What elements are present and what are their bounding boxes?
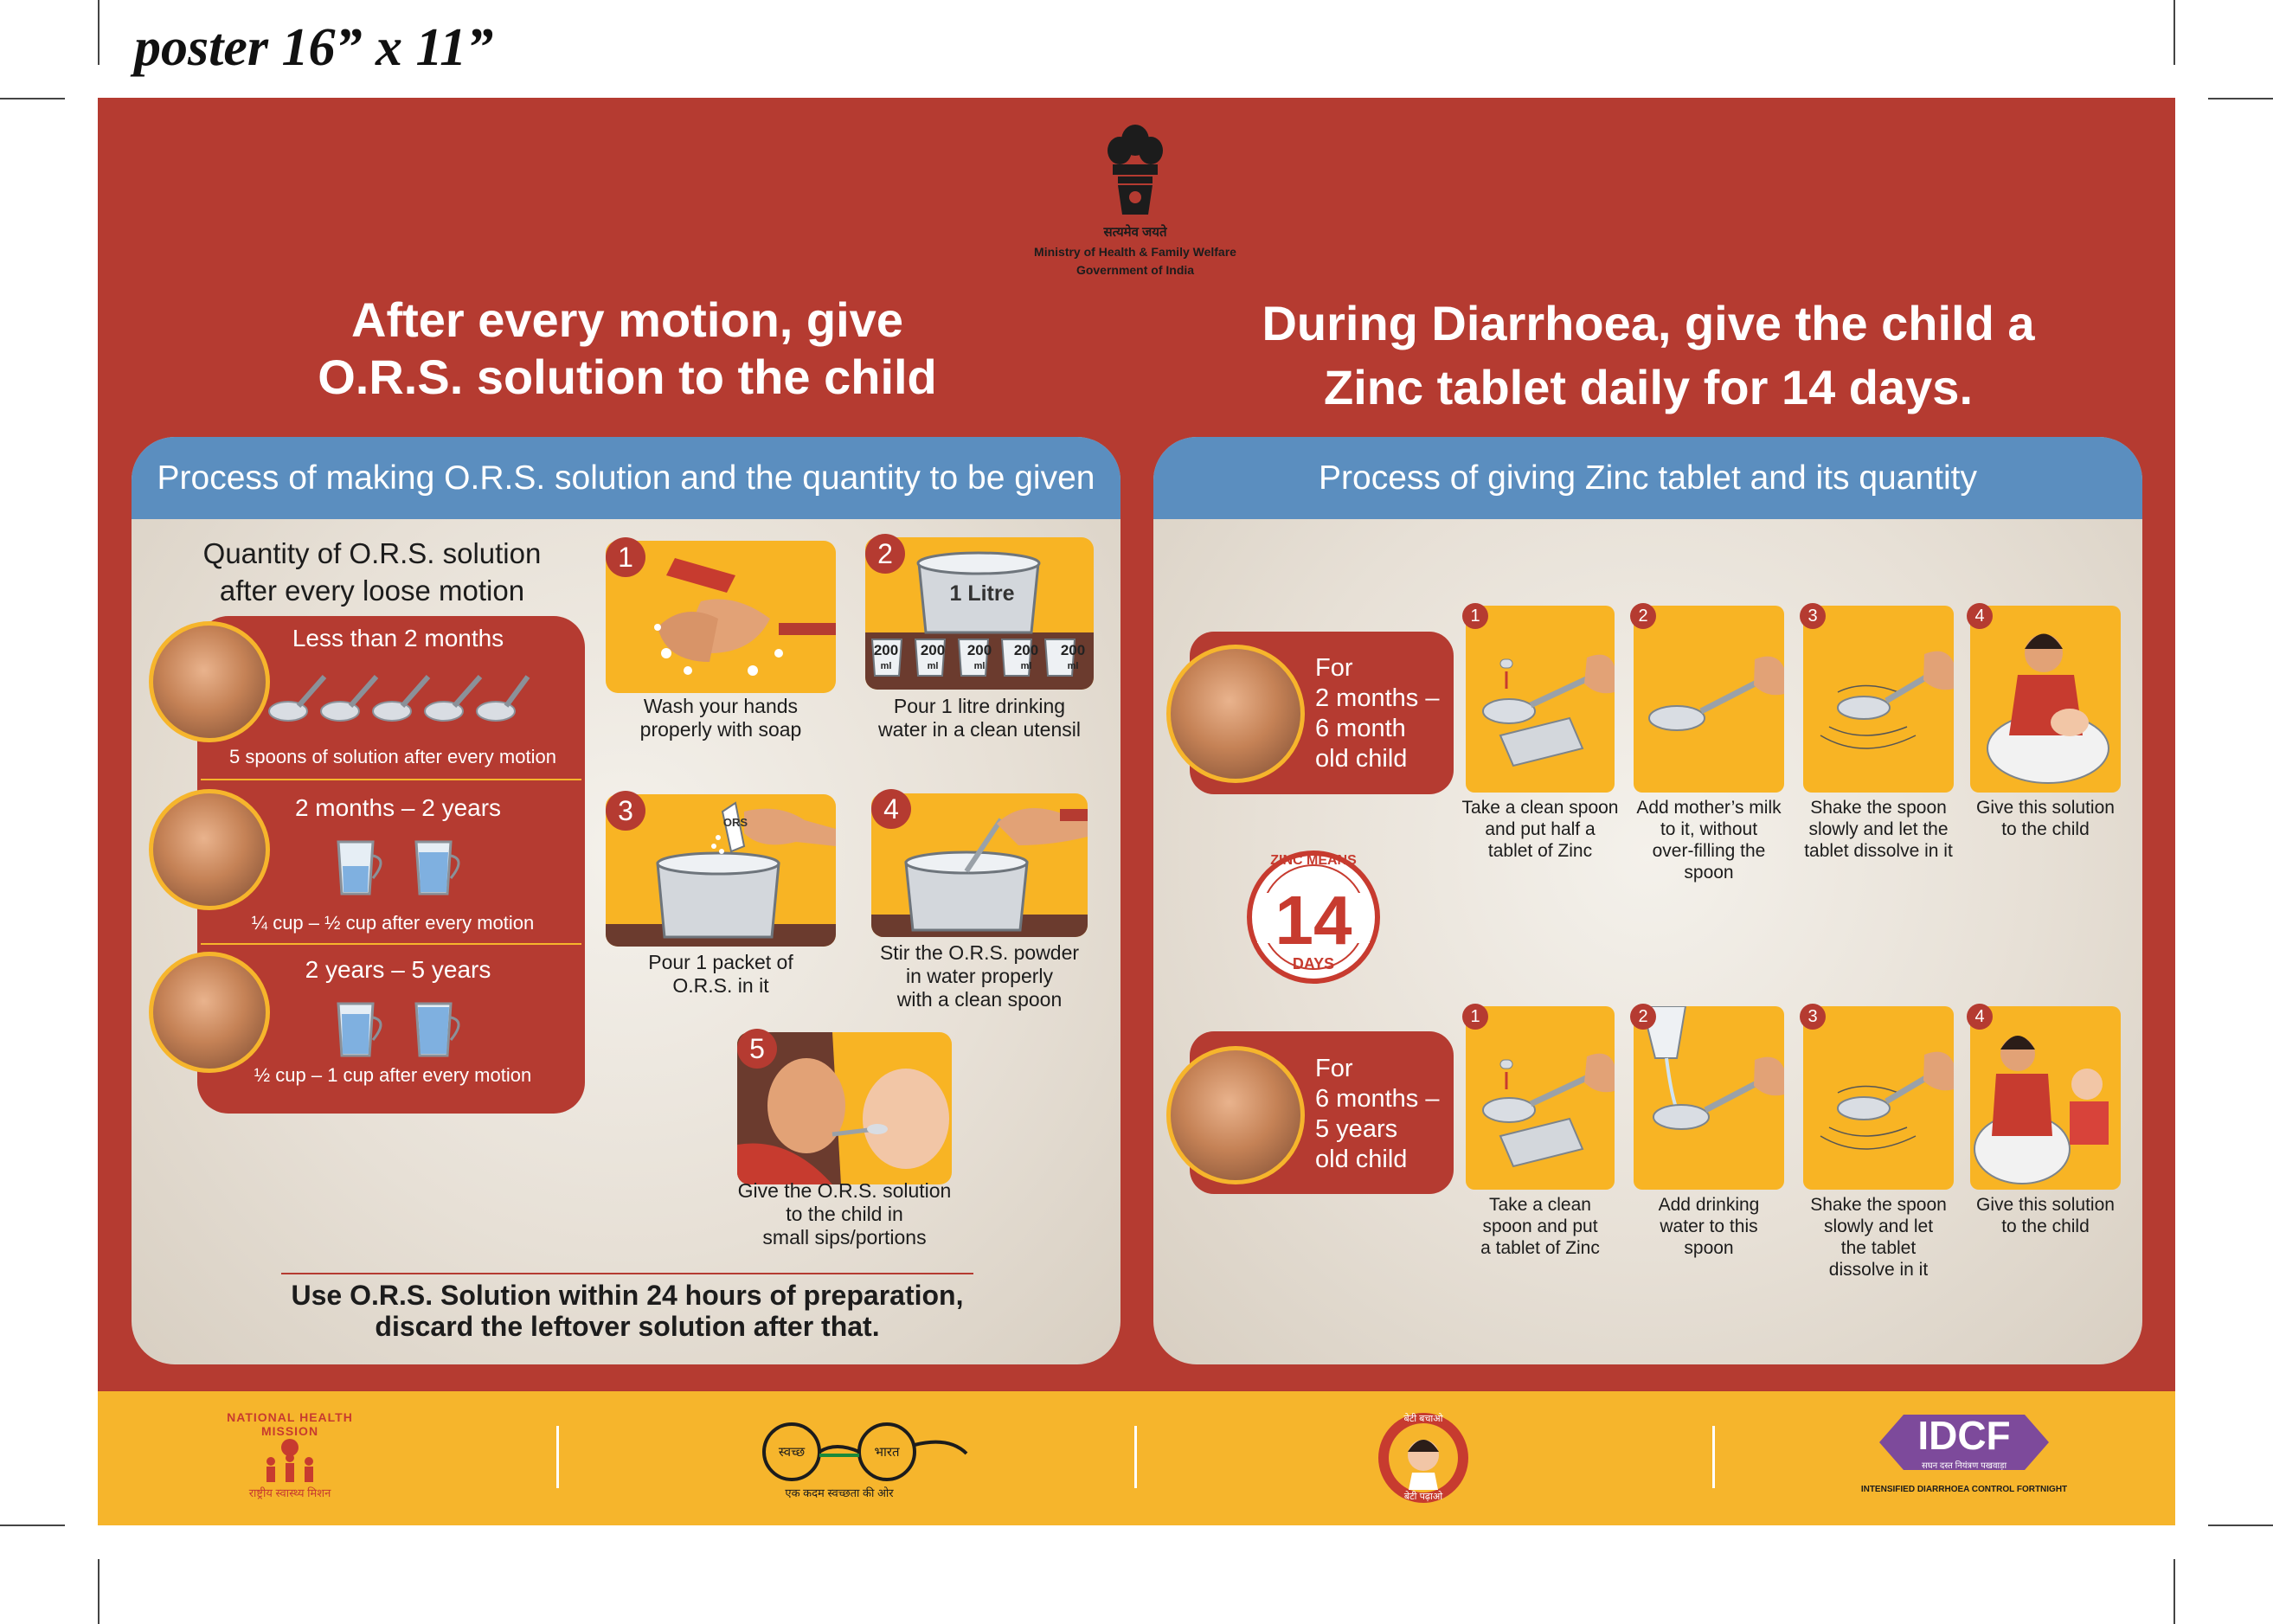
crop-mark (0, 98, 65, 99)
nhm-hindi-name: राष्ट्रीय स्वास्थ्य मिशन (248, 1486, 331, 1499)
ors-panel-title: Process of making O.R.S. solution and the quantity to be given (132, 437, 1120, 519)
left-headline (173, 292, 1082, 406)
right-headline (1151, 292, 2146, 420)
zinc-step-caption (1454, 797, 1627, 862)
caption-line: Pour 1 litre drinking (893, 695, 1066, 717)
caption-line: Add mother’s milk (1636, 798, 1782, 818)
idcf-title: IDCF (1917, 1413, 2011, 1458)
caption-line: dissolve in it (1828, 1260, 1929, 1280)
note-line: discard the leftover solution after that. (375, 1311, 880, 1342)
age-group-line: 2 months – (1315, 684, 1440, 712)
zinc-step-number: 3 (1800, 603, 1826, 629)
right-headline-line: During Diarrhoea, give the child a (1262, 296, 2035, 350)
caption-line: tablet of Zinc (1487, 841, 1593, 861)
infant-photo (1166, 645, 1305, 783)
caption-line: with a clean spoon (896, 988, 1063, 1011)
ministry-name: Ministry of Health & Family Welfare (1034, 245, 1236, 259)
spoons-icon (264, 666, 532, 727)
step-number: 3 (606, 791, 645, 831)
caption-line: to the child (2001, 819, 2090, 839)
age-group-line: 6 months – (1315, 1085, 1440, 1113)
zinc-step-caption (1789, 797, 1968, 862)
caption-line: spoon and put (1482, 1216, 1598, 1236)
infant-photo (149, 621, 270, 742)
caption-line: Pour 1 packet of (648, 951, 793, 973)
zinc-step-illustration (1803, 1006, 1954, 1190)
dose-text: ½ cup – 1 cup after every motion (254, 1064, 532, 1086)
government-name: Government of India (1076, 263, 1195, 277)
crop-mark (2173, 0, 2175, 65)
cup-unit: ml (973, 661, 986, 671)
cup-units (870, 661, 1089, 671)
quantity-title-line: Quantity of O.R.S. solution (202, 537, 542, 569)
caption-line: Give this solution (1976, 798, 2115, 818)
caption-line: over-filling the (1652, 841, 1766, 861)
bharat-text: भारत (874, 1445, 900, 1460)
age-group-label (1315, 1054, 1439, 1175)
zinc-step-illustration (1803, 606, 1954, 793)
caption-line: to the child in (786, 1203, 903, 1225)
ors-usage-note (195, 1280, 1060, 1342)
packet-label: ORS (722, 816, 748, 829)
cups-icon (333, 835, 480, 900)
step-number: 1 (606, 537, 645, 577)
caption-line: Give the O.R.S. solution (737, 1179, 952, 1202)
stamp-number: 14 (1275, 882, 1352, 959)
age-group-line: For (1315, 654, 1353, 682)
caption-line: water to this (1660, 1216, 1758, 1236)
zinc-step-caption (1789, 1194, 1968, 1281)
footer-separator (1134, 1426, 1137, 1488)
crop-mark (2208, 98, 2273, 99)
crop-mark (98, 1559, 100, 1624)
age-label: 2 years – 5 years (305, 956, 491, 983)
caption-line: the tablet (1840, 1238, 1917, 1258)
age-label: Less than 2 months (292, 625, 504, 652)
age-group-line: old child (1315, 1146, 1408, 1173)
note-line: Use O.R.S. Solution within 24 hours of preparation, (291, 1280, 964, 1311)
idcf-hindi: सघन दस्त नियंत्रण पखवाड़ा (1921, 1461, 2007, 1471)
national-emblem-icon (1101, 121, 1170, 234)
caption-line: water in a clean utensil (878, 718, 1081, 741)
right-headline-line: Zinc tablet daily for 14 days. (1323, 360, 1973, 414)
footer-separator (1712, 1426, 1715, 1488)
cup-unit: ml (1020, 661, 1032, 671)
zinc-step-illustration (1970, 606, 2121, 793)
crop-mark (2173, 1559, 2175, 1624)
age-group-line: old child (1315, 745, 1408, 773)
poster-size-label: poster 16” x 11” (134, 18, 494, 77)
zinc-step-caption (1622, 797, 1795, 883)
cup-label: 200 (966, 642, 992, 658)
zinc-panel-title: Process of giving Zinc tablet and its quantity (1153, 437, 2142, 519)
zinc-step-number: 1 (1462, 603, 1488, 629)
caption-line: to it, without (1660, 819, 1758, 839)
divider (281, 1273, 973, 1274)
caption-line: Take a clean (1489, 1195, 1591, 1215)
caption-line: properly with soap (639, 718, 802, 741)
cup-unit: ml (880, 661, 892, 671)
idcf-subtitle: INTENSIFIED DIARRHOEA CONTROL FORTNIGHT (1860, 1485, 2068, 1494)
age-label: 2 months – 2 years (294, 794, 502, 821)
zinc-step-caption (1959, 1194, 2132, 1237)
zinc-step-number: 4 (1967, 603, 1993, 629)
cup-label: 200 (1060, 642, 1086, 658)
footer-separator (556, 1426, 559, 1488)
zinc-step-illustration (1970, 1006, 2121, 1190)
emblem-motto: सत्यमेव जयते (1103, 225, 1167, 240)
beti-bachao-text: बेटी बचाओ (1403, 1414, 1443, 1424)
stamp-top-text: ZINC MEANS (1270, 853, 1357, 868)
caption-line: Shake the spoon (1810, 798, 1947, 818)
caption-line: slowly and let the (1808, 819, 1949, 839)
caption-line: in water properly (905, 965, 1054, 987)
zinc-step-illustration (1634, 1006, 1784, 1190)
age-group-line: For (1315, 1055, 1353, 1082)
zinc-step-caption (1454, 1194, 1627, 1259)
caption-line: small sips/portions (762, 1226, 927, 1248)
zinc-step-number: 4 (1967, 1004, 1993, 1030)
quantity-title-line: after every loose motion (219, 574, 525, 607)
zinc-step-number: 3 (1800, 1004, 1826, 1030)
zinc-step-illustration (1466, 1006, 1615, 1190)
caption-line: Give this solution (1976, 1195, 2115, 1215)
cup-label: 200 (920, 642, 946, 658)
left-headline-line: After every motion, give (351, 292, 903, 347)
step-number: 2 (865, 534, 905, 574)
caption-line: Take a clean spoon (1461, 798, 1619, 818)
crop-mark (2208, 1525, 2273, 1526)
step-number: 5 (737, 1029, 777, 1069)
age-group-line: 5 years (1315, 1115, 1398, 1143)
zinc-step-illustration (1466, 606, 1615, 793)
swachh-tagline: एक कदम स्वच्छता की ओर (785, 1486, 894, 1499)
step-caption (715, 1179, 974, 1249)
step-caption (606, 695, 836, 741)
caption-line: Wash your hands (643, 695, 799, 717)
caption-line: a tablet of Zinc (1480, 1238, 1600, 1258)
step-caption (861, 695, 1098, 741)
cups-icon (333, 997, 480, 1062)
child-photo (1166, 1046, 1305, 1184)
caption-line: and put half a (1485, 819, 1596, 839)
cup-unit: ml (1067, 661, 1079, 671)
beti-padhao-text: बेटी पढ़ाओ (1403, 1492, 1443, 1502)
caption-line: slowly and let (1823, 1216, 1934, 1236)
caption-line: Stir the O.R.S. powder (879, 941, 1080, 964)
cup-labels (870, 642, 1089, 659)
zinc-step-illustration (1634, 606, 1784, 793)
step-caption (857, 941, 1102, 1011)
zinc-step-caption (1959, 797, 2132, 840)
cup-unit: ml (927, 661, 939, 671)
age-group-label (1315, 653, 1439, 774)
caption-line: spoon (1684, 863, 1734, 883)
dose-text: ¼ cup – ½ cup after every motion (251, 912, 535, 934)
nhm-name: NATIONAL HEALTH MISSION (227, 1410, 353, 1438)
baby-photo (149, 789, 270, 910)
step-caption (606, 951, 836, 998)
zinc-step-number: 2 (1630, 603, 1656, 629)
stamp-bottom-text: DAYS (1292, 955, 1335, 972)
cup-label: 200 (873, 642, 899, 658)
age-group-line: 6 month (1315, 715, 1406, 742)
step-number: 4 (871, 789, 911, 829)
zinc-step-number: 1 (1462, 1004, 1488, 1030)
crop-mark (0, 1525, 65, 1526)
caption-line: Add drinking (1658, 1195, 1760, 1215)
quantity-title (164, 535, 580, 609)
caption-line: O.R.S. in it (672, 974, 769, 997)
caption-line: to the child (2001, 1216, 2090, 1236)
caption-line: spoon (1684, 1238, 1734, 1258)
divider (201, 943, 581, 945)
caption-line: tablet dissolve in it (1804, 841, 1953, 861)
crop-mark (98, 0, 100, 65)
pot-label: 1 Litre (949, 581, 1015, 606)
left-headline-line: O.R.S. solution to the child (318, 350, 937, 404)
cup-label: 200 (1013, 642, 1039, 658)
toddler-photo (149, 952, 270, 1073)
dose-text: 5 spoons of solution after every motion (229, 746, 556, 767)
divider (201, 779, 581, 780)
zinc-step-caption (1622, 1194, 1795, 1259)
caption-line: Shake the spoon (1810, 1195, 1947, 1215)
swachh-text: स्वच्छ (778, 1445, 806, 1460)
zinc-step-number: 2 (1630, 1004, 1656, 1030)
